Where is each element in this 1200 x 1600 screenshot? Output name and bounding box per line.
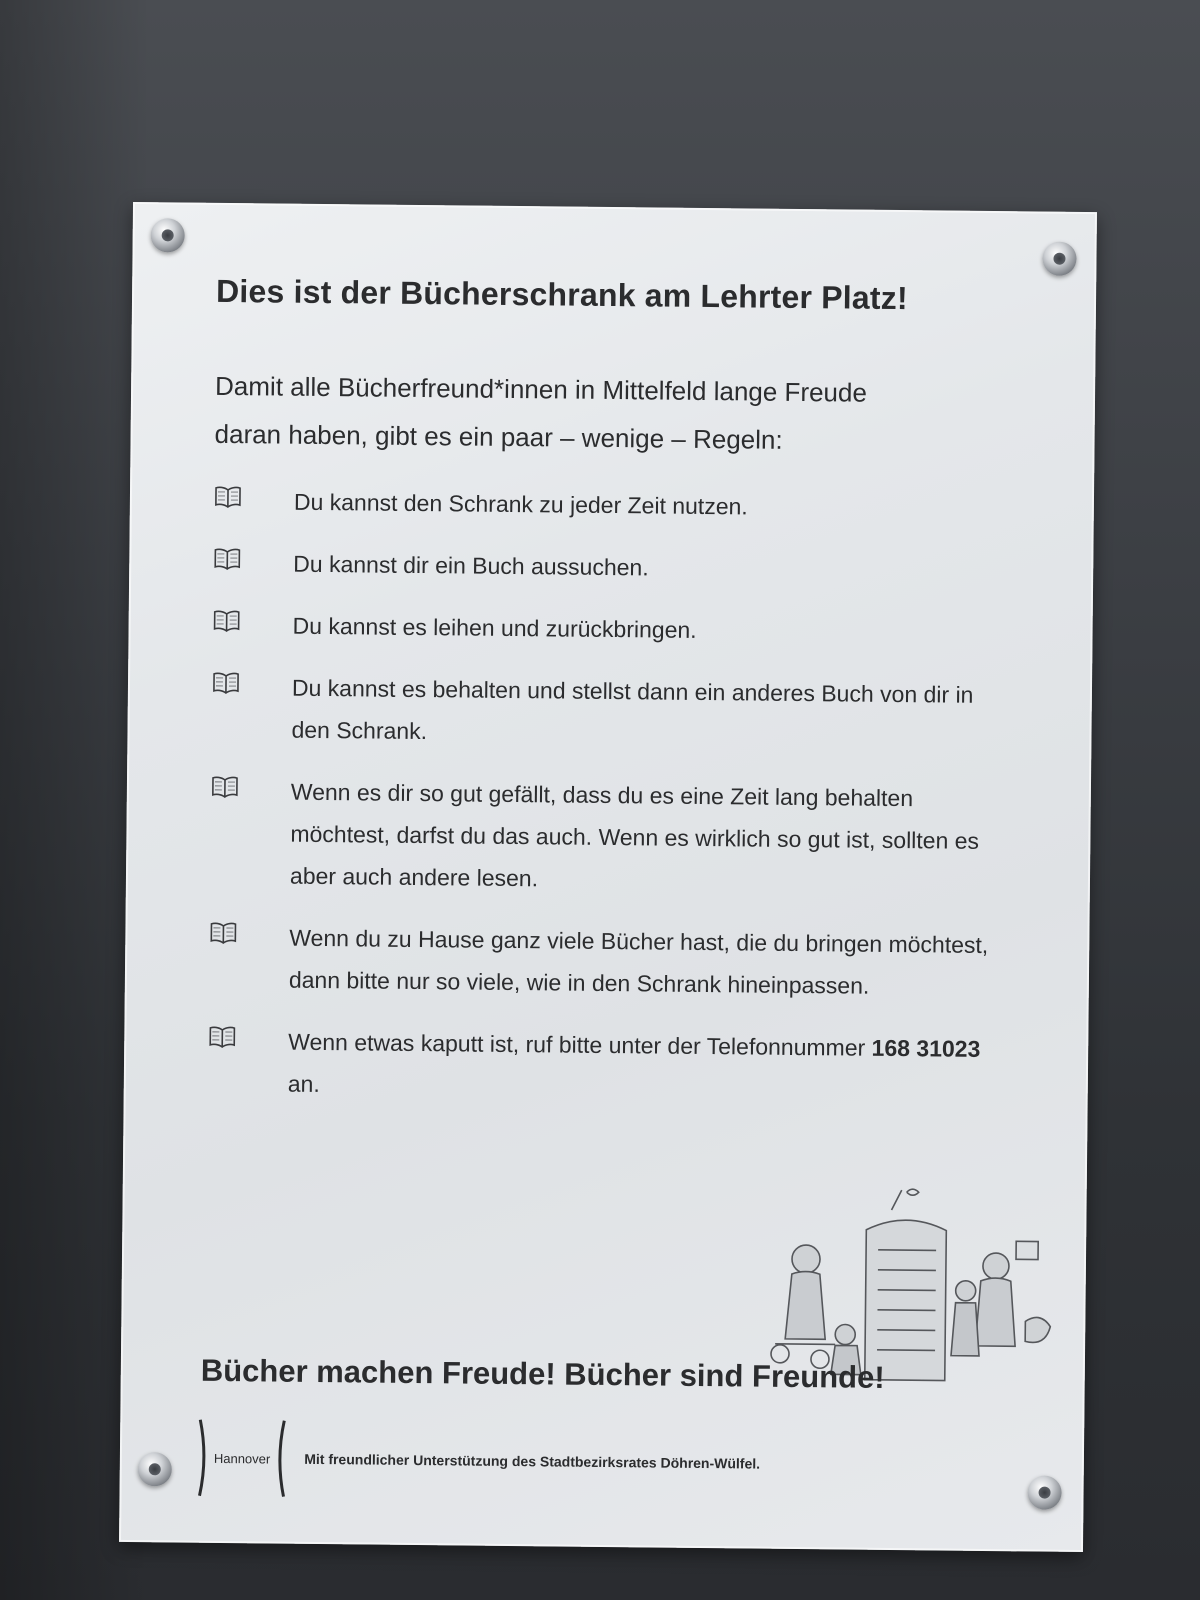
rule-item xyxy=(211,666,1012,758)
rule-text: Du kannst es leihen und zurückbringen. xyxy=(292,612,697,643)
screw-icon xyxy=(151,218,185,252)
screw-icon xyxy=(1027,1475,1061,1509)
rule-item xyxy=(210,770,1011,904)
open-book-icon xyxy=(211,770,291,804)
rules-list xyxy=(208,480,1014,1112)
rule-item xyxy=(213,542,1013,592)
rule-item xyxy=(214,480,1014,530)
logo-text: Hannover xyxy=(213,1450,271,1466)
open-book-icon xyxy=(208,1020,288,1054)
intro-line-2: daran haben, gibt es ein paar – wenige – Regeln: xyxy=(214,418,783,455)
rule-item xyxy=(212,604,1012,654)
open-book-icon xyxy=(213,542,293,576)
support-text: Mit freundlicher Unterstützung des Stadtbezirksrates Döhren-Wülfel. xyxy=(304,1450,761,1472)
rule-text-phone xyxy=(288,1021,1009,1113)
sign-title: Dies ist der Bücherschrank am Lehrter Platz! xyxy=(215,272,908,317)
open-book-icon xyxy=(209,916,289,950)
rule-text: Wenn es dir so gut gefällt, dass du es eine Zeit lang behalten möchtest, darfst du das auch. Wenn es wirklich so gut ist, sollten es aber auch andere lesen. xyxy=(289,778,980,892)
rule-text: Du kannst dir ein Buch aussuchen. xyxy=(293,550,649,581)
bookcase-sign xyxy=(119,202,1097,1552)
logo-right-bracket xyxy=(276,1419,287,1499)
open-book-icon xyxy=(212,666,292,700)
rule-text-after: an. xyxy=(287,1070,320,1097)
rule-text-before: Wenn etwas kaputt ist, ruf bitte unter der Telefonnummer xyxy=(288,1028,866,1061)
sign-footer xyxy=(197,1418,760,1504)
screw-icon xyxy=(1042,242,1076,276)
logo-left-bracket xyxy=(197,1418,208,1498)
rule-text: Du kannst den Schrank zu jeder Zeit nutzen. xyxy=(293,488,748,520)
rule-text: Wenn du zu Hause ganz viele Bücher hast, die du bringen möchtest, dann bitte nur so viele, wie in den Schrank hineinpassen. xyxy=(288,924,989,999)
rule-text: Du kannst es behalten und stellst dann ein anderes Buch von dir in den Schrank. xyxy=(291,674,974,745)
rule-item xyxy=(209,916,1010,1008)
rule-item xyxy=(208,1020,1009,1112)
open-book-icon xyxy=(214,480,294,514)
hannover-logo xyxy=(197,1418,286,1499)
intro-text xyxy=(214,362,1015,466)
screw-icon xyxy=(138,1452,172,1486)
sign-content xyxy=(207,273,1016,1132)
phone-number: 168 31023 xyxy=(871,1034,981,1062)
slogan: Bücher machen Freude! Bücher sind Freunde! xyxy=(200,1352,885,1395)
intro-line-1: Damit alle Bücherfreund*innen in Mittelfeld lange Freude xyxy=(214,370,868,408)
open-book-icon xyxy=(212,604,292,638)
